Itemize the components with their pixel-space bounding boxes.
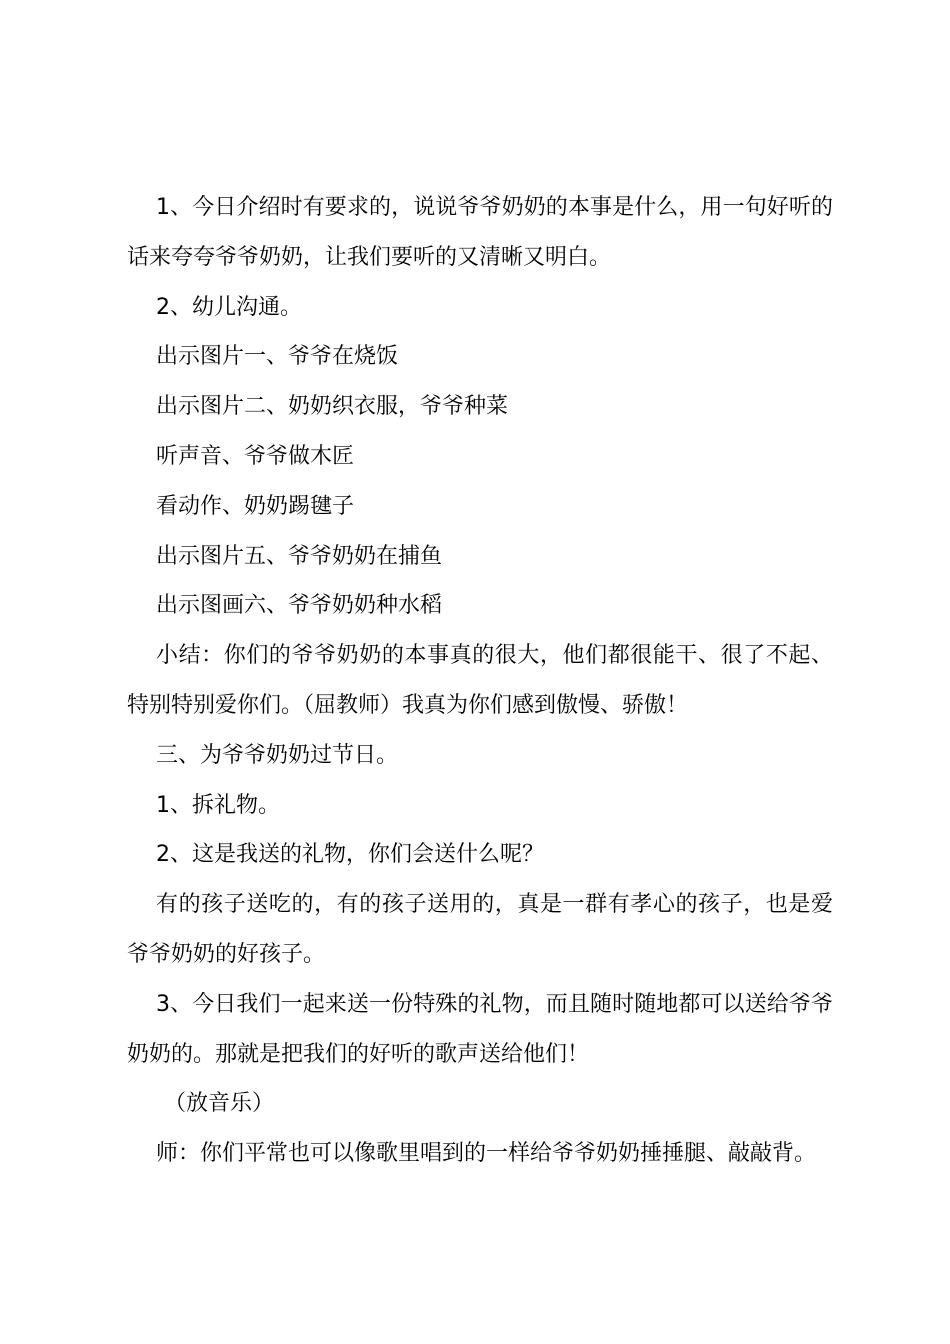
paragraph-child-communication: 2、幼儿沟通。 [156, 294, 302, 320]
paragraph-picture-one: 出示图片一、爷爷在烧饭 [156, 344, 399, 370]
paragraph-watch-action: 看动作、奶奶踢毽子 [156, 493, 355, 519]
paragraph-picture-five: 出示图片五、爷爷奶奶在捕鱼 [156, 543, 443, 569]
paragraph-teacher-closing: 师：你们平常也可以像歌里唱到的一样给爷爷奶奶捶捶腿、敲敲背。 [156, 1141, 817, 1167]
paragraph-summary: 小结：你们的爷爷奶奶的本事真的很大，他们都很能干、很了不起、特别特别爱你们。（屈教师）我真为你们感到傲慢、骄傲！ [127, 643, 833, 718]
paragraph-open-gift: 1、拆礼物。 [156, 792, 280, 818]
paragraph-picture-six: 出示图画六、爷爷奶奶种水稻 [156, 593, 443, 619]
paragraph-picture-two: 出示图片二、奶奶织衣服，爷爷种菜 [156, 394, 509, 420]
paragraph-my-gift: 2、这是我送的礼物，你们会送什么呢？ [156, 842, 544, 868]
paragraph-play-music: （放音乐） [164, 1091, 275, 1117]
document-body [127, 183, 833, 1179]
paragraph-children-gifts: 有的孩子送吃的，有的孩子送用的，真是一群有孝心的孩子，也是爱爷爷奶奶的好孩子。 [127, 892, 833, 967]
paragraph-listen-sound: 听声音、爷爷做木匠 [156, 443, 355, 469]
paragraph-section-three-heading: 三、为爷爷奶奶过节日。 [156, 742, 399, 768]
paragraph-special-gift: 3、今日我们一起来送一份特殊的礼物，而且随时随地都可以送给爷爷奶奶的。那就是把我们的好听的歌声送给他们！ [127, 991, 833, 1067]
paragraph-intro-requirement: 1、今日介绍时有要求的，说说爷爷奶奶的本事是什么，用一句好听的话来夸夸爷爷奶奶，让我们要听的又清晰又明白。 [127, 195, 833, 270]
